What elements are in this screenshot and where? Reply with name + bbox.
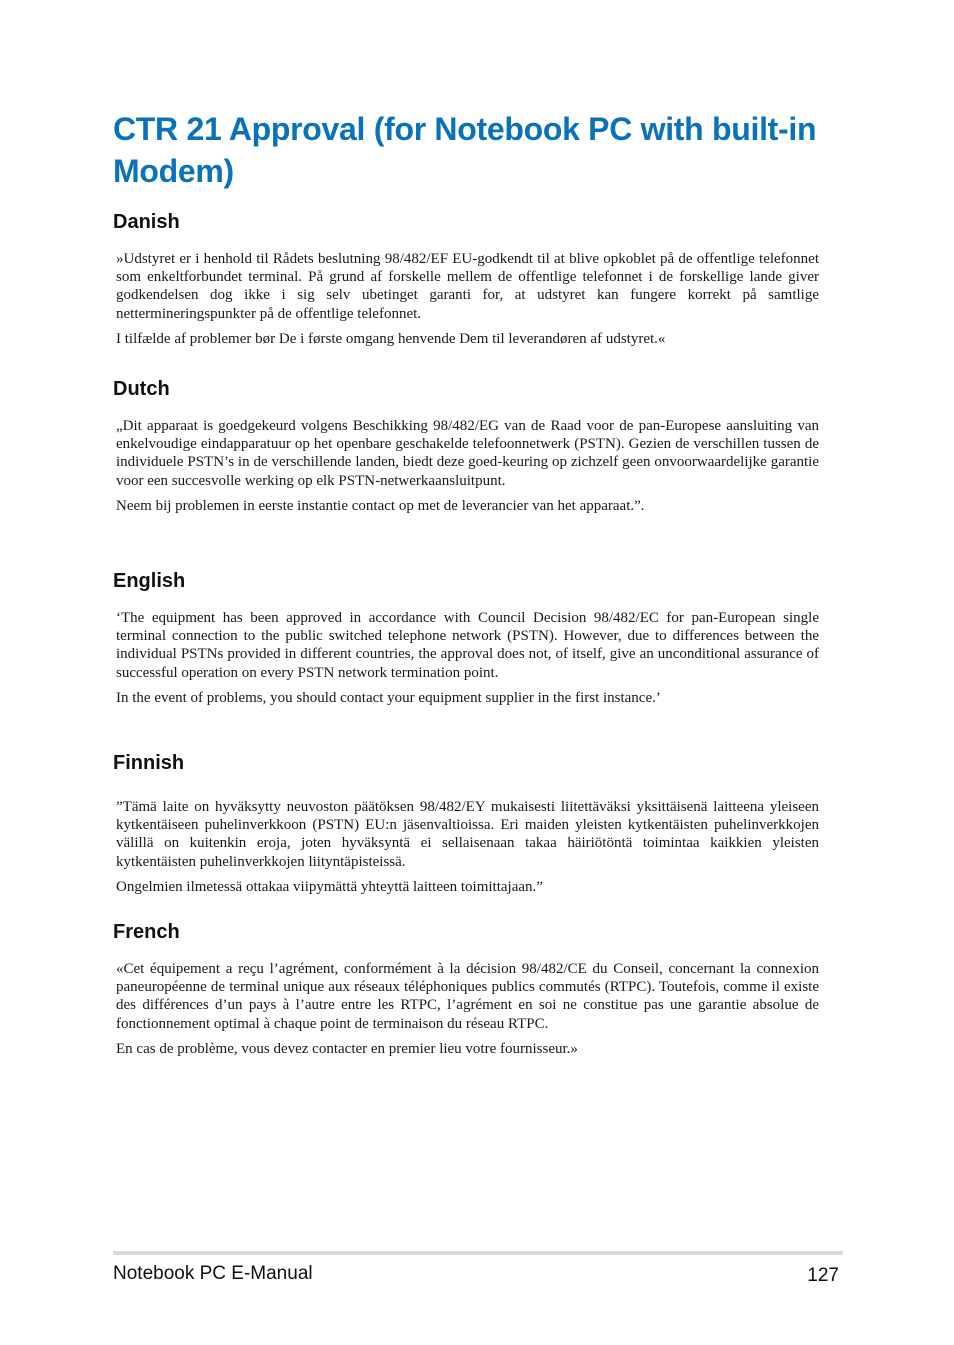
paragraph-danish-1: »Udstyret er i henhold til Rådets beslutning 98/482/EF EU-godkendt til at blive opkoblet på de offentlige telefonnet som enkeltforbundet terminal. På grund af forskelle mellem de offentlige telefonnet i de forskellige lande giver godkendelsen dog ikke i sig selv ubetinget garanti for, at udstyret kan fungere korrekt på samtlige nettermineringspunkter på de offentlige telefonnet.	[116, 251, 819, 322]
paragraph-dutch-1: „Dit apparaat is goedgekeurd volgens Beschikking 98/482/EG van de Raad voor de pan-Europese aansluiting van enkelvoudige eindapparatuur op het openbare geschakelde telefoonnetwerk (PSTN). Gezien de verschillen tussen de individuele PSTN’s in de verschillende landen, biedt deze goed-keuring op zichzelf geen onvoorwaardelijke garantie voor een succesvolle werking op elk PSTN-netwerkaansluitpunt.	[116, 418, 819, 489]
paragraph-dutch-2: Neem bij problemen in eerste instantie contact op met de leverancier van het apparaat.”.	[116, 497, 645, 514]
paragraph-finnish-2: Ongelmien ilmetessä ottakaa viipymättä yhteyttä laitteen toimittajaan.”	[116, 878, 543, 895]
section-danish	[113, 210, 819, 348]
paragraph-finnish-1: ”Tämä laite on hyväksytty neuvoston päätöksen 98/482/EY mukaisesti liitettäväksi yksittäisenä laitteena yleiseen kytkentäiseen puhelinverkkoon (PSTN) EU:n jäsenvaltioissa. Eri maiden yleisten kytkentäisten puhelinverkkojen välillä on kuitenkin eroja, joten hyväksyntä ei sellaisenaan takaa häiriötöntä toimintaa kaikkien yleisten kytkentäisten puhelinverkkojen liityntäpisteissä.	[116, 799, 819, 870]
page-number: 127	[807, 1265, 839, 1286]
section-finnish	[113, 751, 819, 896]
paragraph-english-1: ‘The equipment has been approved in accordance with Council Decision 98/482/EC for pan-European single terminal connection to the public switched telephone network (PSTN). However, due to differences between the individual PSTNs provided in different countries, the approval does not, of itself, give an unconditional assurance of successful operation on every PSTN network termination point.	[116, 610, 819, 681]
paragraph-french-1: «Cet équipement a reçu l’agrément, conformément à la décision 98/482/CE du Conseil, concernant la connexion paneuropéenne de terminal unique aux réseaux téléphoniques publics commutés (RTPC). Toutefois, comme il existe des différences d’un pays à l’autre entre les RTPC, l’agrément en soi ne constitue pas une garantie absolue de fonctionnement optimal à chaque point de terminaison du réseau RTPC.	[116, 961, 819, 1032]
section-heading-danish: Danish	[113, 211, 180, 233]
paragraph-french-2: En cas de problème, vous devez contacter en premier lieu votre fournisseur.»	[116, 1040, 578, 1057]
section-english	[113, 569, 819, 707]
section-french	[113, 920, 819, 1058]
section-heading-french: French	[113, 921, 180, 943]
section-heading-finnish: Finnish	[113, 752, 185, 774]
paragraph-danish-2: I tilfælde af problemer bør De i første omgang henvende Dem til leverandøren af udstyret.«	[116, 330, 666, 347]
footer-divider	[113, 1251, 843, 1255]
section-heading-dutch: Dutch	[113, 378, 170, 400]
section-dutch	[113, 377, 819, 515]
footer-manual-title: Notebook PC E-Manual	[113, 1263, 313, 1284]
section-heading-english: English	[113, 570, 186, 592]
page-title: CTR 21 Approval (for Notebook PC with built-in Modem)	[113, 111, 817, 189]
paragraph-english-2: In the event of problems, you should contact your equipment supplier in the first instance.’	[116, 689, 661, 706]
